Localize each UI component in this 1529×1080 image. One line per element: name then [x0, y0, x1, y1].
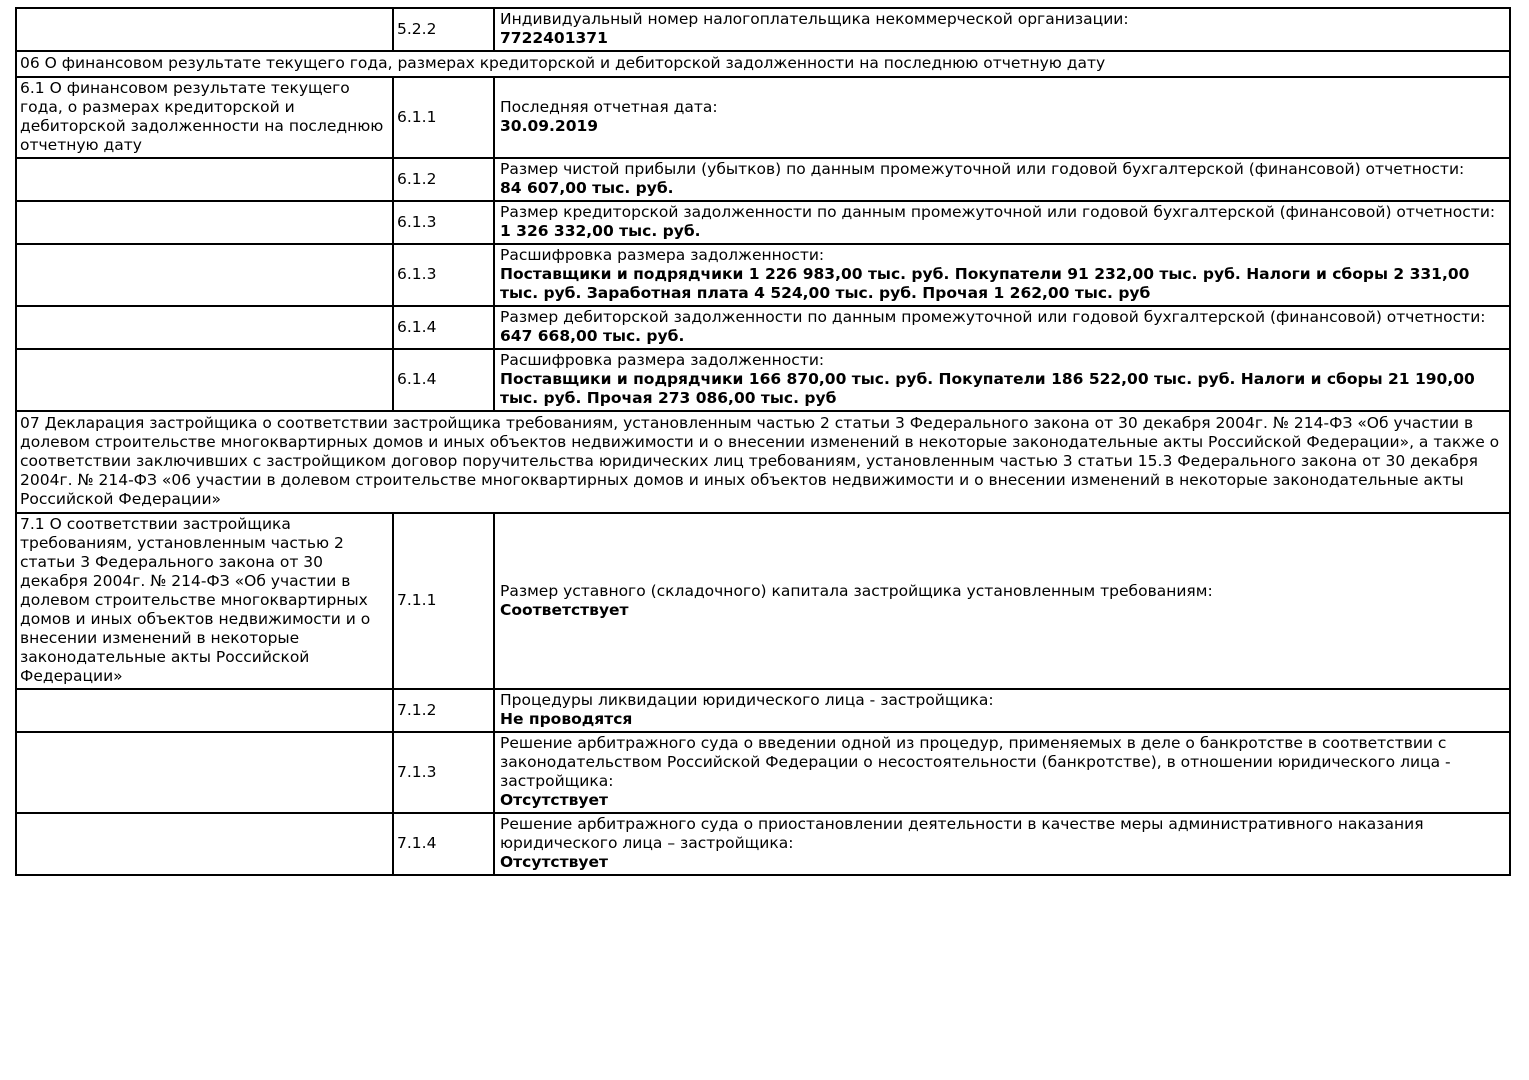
field-value: Поставщики и подрядчики 166 870,00 тыс. руб. Покупатели 186 522,00 тыс. руб. Налоги и сборы 21 190,00 тыс. руб. Прочая 273 086,00 тыс. руб: [500, 370, 1475, 407]
section-header-row: [16, 411, 1510, 513]
row-content-cell: [494, 813, 1510, 875]
row-content-cell: [494, 8, 1510, 51]
table-row: [16, 349, 1510, 411]
row-content-cell: [494, 158, 1510, 201]
row-left-cell: [16, 244, 393, 306]
table-row: [16, 306, 1510, 349]
field-value: 30.09.2019: [500, 117, 599, 135]
table-row: [16, 813, 1510, 875]
section-header: 06 О финансовом результате текущего года, размерах кредиторской и дебиторской задолженности на последнюю отчетную дату: [16, 51, 1510, 77]
table-row: [16, 158, 1510, 201]
table-row: [16, 732, 1510, 813]
row-left-cell: [16, 158, 393, 201]
field-label: Решение арбитражного суда о введении одной из процедур, применяемых в деле о банкротстве в соответствии с законодательством Российской Федерации о несостоятельности (банкротстве), в отношении юридического лица - застройщика:: [500, 734, 1451, 790]
row-left-cell: [16, 813, 393, 875]
field-value: Поставщики и подрядчики 1 226 983,00 тыс. руб. Покупатели 91 232,00 тыс. руб. Налоги и сборы 2 331,00 тыс. руб. Заработная плата 4 524,00 тыс. руб. Прочая 1 262,00 тыс. руб: [500, 265, 1470, 302]
table-row: [16, 513, 1510, 689]
field-value: Отсутствует: [500, 853, 609, 871]
row-code-cell: 7.1.2: [393, 689, 494, 732]
row-code-cell: 7.1.4: [393, 813, 494, 875]
row-code-cell: 6.1.4: [393, 349, 494, 411]
field-value: Не проводятся: [500, 710, 633, 728]
row-code-cell: 6.1.3: [393, 201, 494, 244]
row-left-cell: [16, 349, 393, 411]
row-code-cell: 6.1.3: [393, 244, 494, 306]
row-content-cell: [494, 306, 1510, 349]
row-code-cell: 6.1.4: [393, 306, 494, 349]
field-value: 1 326 332,00 тыс. руб.: [500, 222, 701, 240]
row-content-cell: [494, 689, 1510, 732]
row-left-cell: [16, 689, 393, 732]
field-value: Отсутствует: [500, 791, 609, 809]
field-label: Процедуры ликвидации юридического лица - застройщика:: [500, 691, 994, 709]
row-content-cell: [494, 349, 1510, 411]
field-label: Размер чистой прибыли (убытков) по данным промежуточной или годовой бухгалтерской (финансовой) отчетности:: [500, 160, 1465, 178]
field-value: 647 668,00 тыс. руб.: [500, 327, 685, 345]
field-label: Последняя отчетная дата:: [500, 98, 718, 116]
row-content-cell: [494, 244, 1510, 306]
section-header: 07 Декларация застройщика о соответствии застройщика требованиям, установленным частью 2 статьи 3 Федерального закона от 30 декабря 2004г. № 214-ФЗ «Об участии в долевом строительстве многоквартирных домов и иных объектов недвижимости и о внесении изменений в некоторые законодательные акты Российской Федерации», а также о соответствии заключивших с застройщиком договор поручительства юридических лиц требованиям, установленным частью 3 статьи 15.3 Федерального закона от 30 декабря 2004г. № 214-ФЗ «06 участии в долевом строительстве многоквартирных домов и иных объектов недвижимости и о внесении изменений в некоторые законодательные акты Российской Федерации»: [16, 411, 1510, 513]
table-row: [16, 244, 1510, 306]
row-left-cell: [16, 8, 393, 51]
row-left-cell: [16, 201, 393, 244]
field-value: Соответствует: [500, 600, 629, 619]
row-content-cell: [494, 201, 1510, 244]
row-code-cell: 6.1.1: [393, 77, 494, 158]
field-value: 84 607,00 тыс. руб.: [500, 179, 674, 197]
field-label: Расшифровка размера задолженности:: [500, 246, 825, 264]
row-left-cell: [16, 306, 393, 349]
row-content-cell: [494, 513, 1510, 689]
section-header-row: [16, 51, 1510, 77]
row-left-cell: [16, 732, 393, 813]
row-left-cell: 6.1 О финансовом результате текущего года, о размерах кредиторской и дебиторской задолженности на последнюю отчетную дату: [16, 77, 393, 158]
field-label: Размер дебиторской задолженности по данным промежуточной или годовой бухгалтерской (финансовой) отчетности:: [500, 308, 1486, 326]
row-code-cell: 7.1.3: [393, 732, 494, 813]
field-label: Расшифровка размера задолженности:: [500, 351, 825, 369]
disclosure-table: [15, 7, 1511, 876]
table-row: [16, 77, 1510, 158]
table-row: [16, 201, 1510, 244]
row-code-cell: 5.2.2: [393, 8, 494, 51]
field-label: Размер кредиторской задолженности по данным промежуточной или годовой бухгалтерской (финансовой) отчетности:: [500, 203, 1496, 221]
field-value: 7722401371: [500, 29, 608, 47]
field-label: Решение арбитражного суда о приостановлении деятельности в качестве меры административного наказания юридического лица – застройщика:: [500, 815, 1424, 852]
row-left-cell: 7.1 О соответствии застройщика требованиям, установленным частью 2 статьи 3 Федерального закона от 30 декабря 2004г. № 214-ФЗ «Об участии в долевом строительстве многоквартирных домов и иных объектов недвижимости и о внесении изменений в некоторые законодательные акты Российской Федерации»: [16, 513, 393, 689]
field-label: Размер уставного (складочного) капитала застройщика установленным требованиям:: [500, 581, 1213, 600]
row-content-cell: [494, 77, 1510, 158]
row-content-cell: [494, 732, 1510, 813]
table-row: [16, 689, 1510, 732]
table-row: [16, 8, 1510, 51]
row-code-cell: 7.1.1: [393, 513, 494, 689]
row-code-cell: 6.1.2: [393, 158, 494, 201]
field-label: Индивидуальный номер налогоплательщика некоммерческой организации:: [500, 10, 1129, 28]
